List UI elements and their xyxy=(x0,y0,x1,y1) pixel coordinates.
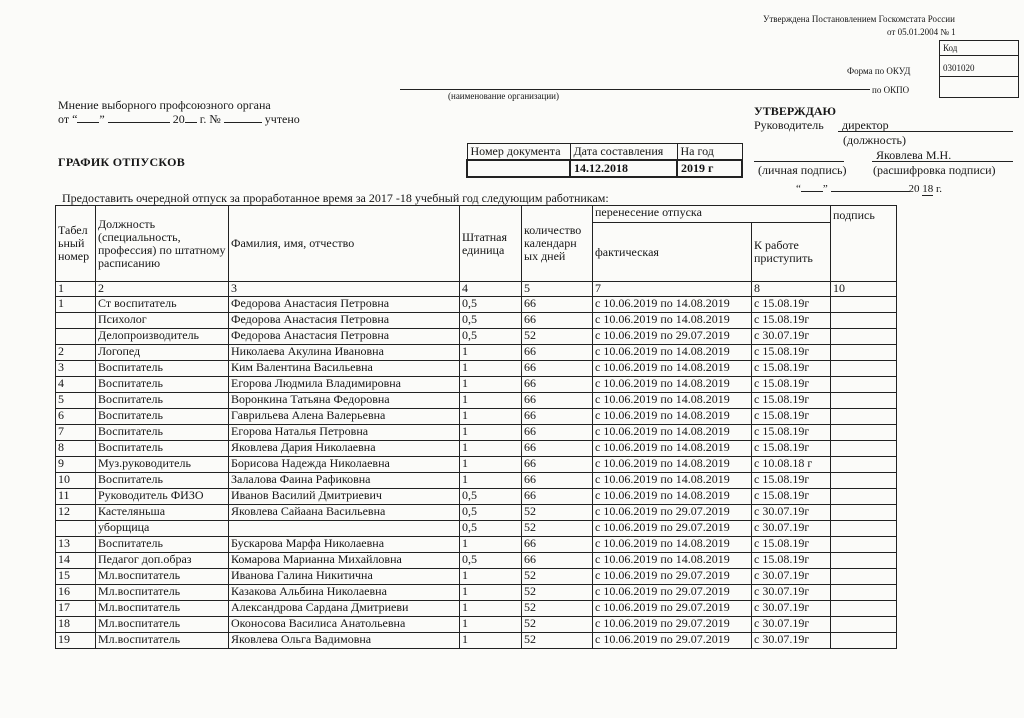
row-start: с 30.07.19г xyxy=(752,521,831,537)
table-body xyxy=(56,297,897,649)
row-number: 13 xyxy=(56,537,96,553)
row-days: 52 xyxy=(522,521,593,537)
row-days: 52 xyxy=(522,505,593,521)
row-name: Борисова Надежда Николаевна xyxy=(229,457,460,473)
header-position: Должность (специальность, профессия) по штатному расписанию xyxy=(96,206,229,282)
doc-header-table xyxy=(466,143,743,178)
row-unit: 1 xyxy=(460,601,522,617)
row-position: Ст воспитатель xyxy=(96,297,229,313)
row-days: 52 xyxy=(522,633,593,649)
row-signature xyxy=(831,393,897,409)
row-name: Федорова Анастасия Петровна xyxy=(229,313,460,329)
row-days: 52 xyxy=(522,617,593,633)
row-unit: 1 xyxy=(460,345,522,361)
row-start: с 15.08.19г xyxy=(752,345,831,361)
row-period: с 10.06.2019 по 14.08.2019 xyxy=(593,553,752,569)
union-line-2: от “ ” 20 г. № учтено xyxy=(58,112,300,126)
table-row xyxy=(56,617,897,633)
row-name: Ким Валентина Васильевна xyxy=(229,361,460,377)
row-position: Мл.воспитатель xyxy=(96,617,229,633)
row-name: Федорова Анастасия Петровна xyxy=(229,297,460,313)
table-row xyxy=(56,521,897,537)
row-days: 66 xyxy=(522,489,593,505)
header-sign: подпись xyxy=(831,206,897,282)
row-number: 9 xyxy=(56,457,96,473)
row-period: с 10.06.2019 по 29.07.2019 xyxy=(593,505,752,521)
row-period: с 10.06.2019 по 14.08.2019 xyxy=(593,345,752,361)
okpo-label: по ОКПО xyxy=(872,85,910,95)
row-unit: 1 xyxy=(460,425,522,441)
row-days: 66 xyxy=(522,345,593,361)
row-start: с 30.07.19г xyxy=(752,617,831,633)
row-days: 66 xyxy=(522,537,593,553)
row-number: 8 xyxy=(56,441,96,457)
okud-label: Форма по ОКУД xyxy=(847,66,911,76)
header-tab-number: Табел ьный номер xyxy=(56,206,96,282)
table-row xyxy=(56,473,897,489)
row-start: с 30.07.19г xyxy=(752,329,831,345)
row-number: 4 xyxy=(56,377,96,393)
row-name: Воронкина Татьяна Федоровна xyxy=(229,393,460,409)
row-period: с 10.06.2019 по 29.07.2019 xyxy=(593,521,752,537)
approve-title: УТВЕРЖДАЮ xyxy=(754,104,837,118)
row-period: с 10.06.2019 по 14.08.2019 xyxy=(593,441,752,457)
row-start: с 15.08.19г xyxy=(752,553,831,569)
row-start: с 15.08.19г xyxy=(752,473,831,489)
row-start: с 15.08.19г xyxy=(752,409,831,425)
row-days: 66 xyxy=(522,313,593,329)
row-position: Воспитатель xyxy=(96,377,229,393)
row-days: 52 xyxy=(522,569,593,585)
head-name: Яковлева М.Н. xyxy=(876,148,952,162)
row-position: Воспитатель xyxy=(96,441,229,457)
row-name: Бускарова Марфа Николаевна xyxy=(229,537,460,553)
row-start: с 30.07.19г xyxy=(752,633,831,649)
row-unit: 1 xyxy=(460,441,522,457)
sign-caption: (личная подпись) xyxy=(758,163,847,177)
row-period: с 10.06.2019 по 14.08.2019 xyxy=(593,393,752,409)
row-unit: 1 xyxy=(460,585,522,601)
row-start: с 15.08.19г xyxy=(752,377,831,393)
table-row xyxy=(56,633,897,649)
row-unit: 1 xyxy=(460,457,522,473)
row-position: Воспитатель xyxy=(96,361,229,377)
row-start: с 30.07.19г xyxy=(752,585,831,601)
okud-code: 0301020 xyxy=(943,63,975,73)
col-doc-year: На год xyxy=(677,144,742,161)
vacation-table xyxy=(55,205,897,649)
row-number xyxy=(56,313,96,329)
row-unit: 0,5 xyxy=(460,297,522,313)
row-position: Кастеляньша xyxy=(96,505,229,521)
row-name: Егорова Людмила Владимировна xyxy=(229,377,460,393)
col-number-1: 1 xyxy=(56,282,96,297)
intro-text: Предоставить очередной отпуск за проработанное время за 2017 -18 учебный год следующим работникам: xyxy=(62,191,609,205)
approve-date: “ ” 20 18 г. xyxy=(796,183,943,195)
row-signature xyxy=(831,601,897,617)
row-unit: 0,5 xyxy=(460,329,522,345)
row-start: с 15.08.19г xyxy=(752,313,831,329)
row-period: с 10.06.2019 по 29.07.2019 xyxy=(593,633,752,649)
col-number-7: 7 xyxy=(593,282,752,297)
row-name xyxy=(229,521,460,537)
row-name: Гаврильева Алена Валерьевна xyxy=(229,409,460,425)
row-name: Яковлева Дария Николаевна xyxy=(229,441,460,457)
row-number: 15 xyxy=(56,569,96,585)
doc-year-value: 2019 г xyxy=(677,160,742,177)
row-signature xyxy=(831,633,897,649)
col-number-3: 3 xyxy=(229,282,460,297)
row-number: 11 xyxy=(56,489,96,505)
kod-label: Код xyxy=(943,43,958,53)
row-period: с 10.06.2019 по 14.08.2019 xyxy=(593,425,752,441)
table-row xyxy=(56,425,897,441)
table-row xyxy=(56,537,897,553)
row-number: 7 xyxy=(56,425,96,441)
table-row xyxy=(56,489,897,505)
row-unit: 1 xyxy=(460,393,522,409)
row-period: с 10.06.2019 по 14.08.2019 xyxy=(593,409,752,425)
row-start: с 15.08.19г xyxy=(752,361,831,377)
doc-number-value xyxy=(467,160,570,177)
row-start: с 30.07.19г xyxy=(752,569,831,585)
row-unit: 1 xyxy=(460,409,522,425)
row-position: Психолог xyxy=(96,313,229,329)
row-signature xyxy=(831,489,897,505)
row-days: 66 xyxy=(522,377,593,393)
row-days: 52 xyxy=(522,329,593,345)
table-row xyxy=(56,569,897,585)
row-start: с 15.08.19г xyxy=(752,489,831,505)
row-name: Иванов Василий Дмитриевич xyxy=(229,489,460,505)
row-period: с 10.06.2019 по 29.07.2019 xyxy=(593,617,752,633)
row-signature xyxy=(831,361,897,377)
row-signature xyxy=(831,585,897,601)
row-name: Казакова Альбина Николаевна xyxy=(229,585,460,601)
table-row xyxy=(56,505,897,521)
table-row xyxy=(56,585,897,601)
row-days: 66 xyxy=(522,393,593,409)
col-number-2: 2 xyxy=(96,282,229,297)
row-position: Логопед xyxy=(96,345,229,361)
table-row xyxy=(56,393,897,409)
row-unit: 1 xyxy=(460,537,522,553)
table-row xyxy=(56,457,897,473)
table-row xyxy=(56,409,897,425)
header-days: количество календарн ых дней xyxy=(522,206,593,282)
header-start: К работе приступить xyxy=(752,223,831,282)
row-days: 66 xyxy=(522,553,593,569)
row-days: 66 xyxy=(522,361,593,377)
row-number: 1 xyxy=(56,297,96,313)
col-number-8: 8 xyxy=(752,282,831,297)
row-position: Педагог доп.образ xyxy=(96,553,229,569)
row-unit: 1 xyxy=(460,633,522,649)
row-signature xyxy=(831,537,897,553)
row-number: 10 xyxy=(56,473,96,489)
row-number xyxy=(56,329,96,345)
row-period: с 10.06.2019 по 29.07.2019 xyxy=(593,601,752,617)
row-name: Оконосова Василиса Анатольевна xyxy=(229,617,460,633)
table-row xyxy=(56,377,897,393)
row-period: с 10.06.2019 по 14.08.2019 xyxy=(593,537,752,553)
row-start: с 15.08.19г xyxy=(752,441,831,457)
row-signature xyxy=(831,313,897,329)
row-number: 5 xyxy=(56,393,96,409)
head-position: директор xyxy=(842,118,889,132)
row-days: 66 xyxy=(522,409,593,425)
doc-title: ГРАФИК ОТПУСКОВ xyxy=(58,155,186,169)
head-label: Руководитель xyxy=(754,118,824,132)
row-period: с 10.06.2019 по 14.08.2019 xyxy=(593,361,752,377)
row-number: 2 xyxy=(56,345,96,361)
row-number: 6 xyxy=(56,409,96,425)
row-period: с 10.06.2019 по 29.07.2019 xyxy=(593,585,752,601)
row-unit: 1 xyxy=(460,377,522,393)
row-days: 66 xyxy=(522,457,593,473)
row-name: Егорова Наталья Петровна xyxy=(229,425,460,441)
row-number: 12 xyxy=(56,505,96,521)
row-period: с 10.06.2019 по 14.08.2019 xyxy=(593,489,752,505)
header-unit: Штатная единица xyxy=(460,206,522,282)
row-position: Делопроизводитель xyxy=(96,329,229,345)
row-period: с 10.06.2019 по 14.08.2019 xyxy=(593,313,752,329)
row-unit: 0,5 xyxy=(460,505,522,521)
row-days: 66 xyxy=(522,297,593,313)
row-name: Александрова Сардана Дмитриеви xyxy=(229,601,460,617)
table-row xyxy=(56,313,897,329)
row-start: с 15.08.19г xyxy=(752,425,831,441)
row-unit: 0,5 xyxy=(460,521,522,537)
row-days: 66 xyxy=(522,473,593,489)
org-caption: (наименование организации) xyxy=(448,91,559,101)
row-name: Яковлева Ольга Вадимовна xyxy=(229,633,460,649)
approved-line-2: от 05.01.2004 № 1 xyxy=(887,27,956,37)
row-number: 16 xyxy=(56,585,96,601)
col-number-5: 5 xyxy=(522,282,593,297)
row-start: с 30.07.19г xyxy=(752,601,831,617)
org-line xyxy=(400,89,870,90)
row-unit: 1 xyxy=(460,617,522,633)
row-start: с 30.07.19г xyxy=(752,505,831,521)
row-unit: 0,5 xyxy=(460,313,522,329)
row-start: с 10.08.18 г xyxy=(752,457,831,473)
row-signature xyxy=(831,521,897,537)
table-row xyxy=(56,329,897,345)
row-number: 14 xyxy=(56,553,96,569)
table-row xyxy=(56,441,897,457)
row-position: Воспитатель xyxy=(96,409,229,425)
table-row xyxy=(56,601,897,617)
row-signature xyxy=(831,441,897,457)
row-unit: 1 xyxy=(460,569,522,585)
row-signature xyxy=(831,409,897,425)
row-name: Яковлева Сайаана Васильевна xyxy=(229,505,460,521)
row-position: уборщица xyxy=(96,521,229,537)
row-unit: 0,5 xyxy=(460,553,522,569)
signature-line xyxy=(754,161,844,162)
row-period: с 10.06.2019 по 14.08.2019 xyxy=(593,473,752,489)
row-position: Мл.воспитатель xyxy=(96,601,229,617)
row-signature xyxy=(831,345,897,361)
table-row xyxy=(56,297,897,313)
table-row xyxy=(56,345,897,361)
row-start: с 15.08.19г xyxy=(752,537,831,553)
row-signature xyxy=(831,473,897,489)
row-unit: 1 xyxy=(460,361,522,377)
row-position: Мл.воспитатель xyxy=(96,569,229,585)
row-position: Мл.воспитатель xyxy=(96,585,229,601)
row-unit: 1 xyxy=(460,473,522,489)
row-days: 66 xyxy=(522,441,593,457)
row-period: с 10.06.2019 по 14.08.2019 xyxy=(593,457,752,473)
row-unit: 0,5 xyxy=(460,489,522,505)
header-transfer: перенесение отпуска xyxy=(593,206,831,223)
row-days: 66 xyxy=(522,425,593,441)
header-name: Фамилия, имя, отчество xyxy=(229,206,460,282)
row-signature xyxy=(831,505,897,521)
name-caption: (расшифровка подписи) xyxy=(873,163,996,177)
col-doc-number: Номер документа xyxy=(467,144,570,161)
row-number: 3 xyxy=(56,361,96,377)
row-name: Иванова Галина Никитична xyxy=(229,569,460,585)
col-number-10: 10 xyxy=(831,282,897,297)
row-position: Муз.руководитель xyxy=(96,457,229,473)
row-name: Залалова Фаина Рафиковна xyxy=(229,473,460,489)
col-doc-date: Дата составления xyxy=(570,144,677,161)
table-row xyxy=(56,361,897,377)
row-signature xyxy=(831,457,897,473)
row-start: с 15.08.19г xyxy=(752,393,831,409)
row-position: Воспитатель xyxy=(96,537,229,553)
row-signature xyxy=(831,569,897,585)
row-number: 17 xyxy=(56,601,96,617)
row-number: 18 xyxy=(56,617,96,633)
approved-line-1: Утверждена Постановлением Госкомстата России xyxy=(763,14,955,24)
row-signature xyxy=(831,425,897,441)
row-period: с 10.06.2019 по 29.07.2019 xyxy=(593,569,752,585)
row-position: Воспитатель xyxy=(96,473,229,489)
col-number-4: 4 xyxy=(460,282,522,297)
row-name: Комарова Марианна Михайловна xyxy=(229,553,460,569)
doc-date-value: 14.12.2018 xyxy=(570,160,677,177)
row-start: с 15.08.19г xyxy=(752,297,831,313)
row-position: Воспитатель xyxy=(96,425,229,441)
row-name: Николаева Акулина Ивановна xyxy=(229,345,460,361)
table-row xyxy=(56,553,897,569)
row-period: с 10.06.2019 по 29.07.2019 xyxy=(593,329,752,345)
row-signature xyxy=(831,329,897,345)
row-days: 52 xyxy=(522,601,593,617)
position-caption: (должность) xyxy=(843,133,906,147)
row-position: Воспитатель xyxy=(96,393,229,409)
row-position: Мл.воспитатель xyxy=(96,633,229,649)
union-line-1: Мнение выборного профсоюзного органа xyxy=(58,98,271,112)
row-number: 19 xyxy=(56,633,96,649)
header-actual: фактическая xyxy=(593,223,752,282)
row-period: с 10.06.2019 по 14.08.2019 xyxy=(593,377,752,393)
row-days: 52 xyxy=(522,585,593,601)
row-signature xyxy=(831,377,897,393)
row-name: Федорова Анастасия Петровна xyxy=(229,329,460,345)
row-signature xyxy=(831,553,897,569)
row-signature xyxy=(831,297,897,313)
row-number xyxy=(56,521,96,537)
row-period: с 10.06.2019 по 14.08.2019 xyxy=(593,297,752,313)
row-position: Руководитель ФИЗО xyxy=(96,489,229,505)
row-signature xyxy=(831,617,897,633)
